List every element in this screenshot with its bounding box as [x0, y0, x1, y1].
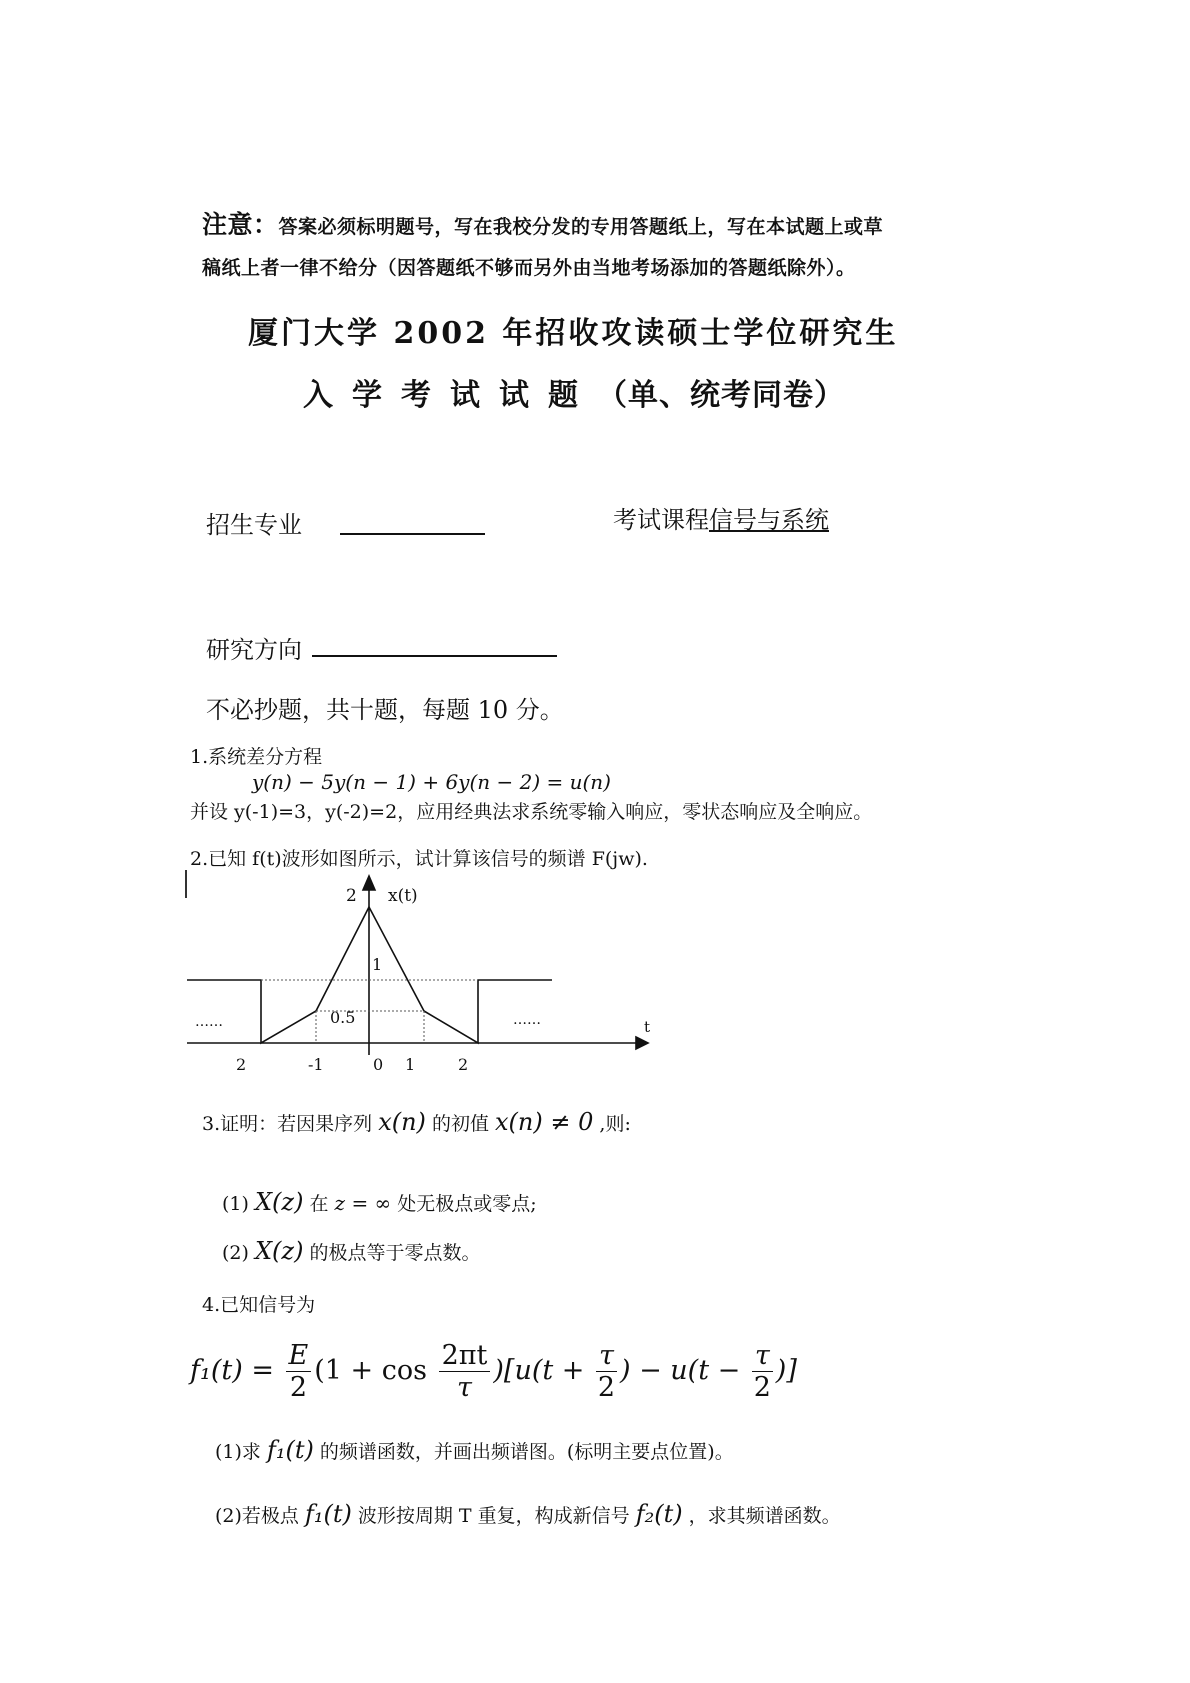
- q3-p1-end: 处无极点或零点;: [397, 1193, 537, 1215]
- q4-p2-post: ，求其频谱函数。: [688, 1505, 841, 1527]
- q3-title: [202, 1108, 631, 1136]
- q4-formula: [190, 1340, 797, 1403]
- q4-f2: f₂(t): [635, 1500, 683, 1528]
- q4-p1-pre: (1)求: [215, 1441, 261, 1463]
- q1-equation: y(n) − 5y(n − 1) + 6y(n − 2) = u(n): [252, 770, 611, 794]
- x-tick: 0: [373, 1055, 384, 1074]
- q3-p1-X: X(z): [254, 1188, 304, 1216]
- q3-p1-num: (1): [222, 1193, 249, 1215]
- q4-f1: f₁(t): [304, 1500, 352, 1528]
- notice-text-1: 答案必须标明题号，写在我校分发的专用答题纸上，写在本试题上或草: [278, 216, 884, 238]
- course-label: 考试课程: [613, 506, 709, 534]
- q3-mid: 的初值: [431, 1113, 489, 1135]
- q1-title: 1.系统差分方程: [190, 746, 323, 768]
- level1-label: 1: [372, 955, 383, 974]
- q3-end: ,则:: [599, 1113, 631, 1135]
- q3-text: 3.证明：若因果序列: [202, 1113, 373, 1135]
- denominator: 2: [597, 1372, 616, 1404]
- q2-title: 2.已知 f(t)波形如图所示，试计算该信号的频谱 F(jw).: [190, 848, 648, 870]
- numerator: τ: [752, 1340, 773, 1372]
- x-tick: -1: [308, 1055, 324, 1074]
- close-bracket: )]: [775, 1355, 797, 1387]
- q3-xn: x(n): [378, 1108, 426, 1136]
- major-label: 招生专业: [206, 511, 302, 539]
- q3-cond: x(n) ≠ 0: [495, 1108, 594, 1136]
- q3-p1-mid: 在: [309, 1193, 329, 1215]
- t-axis-arrow: [636, 1037, 648, 1049]
- fraction-tau-over-2: [752, 1340, 773, 1403]
- notice-line-2: 稿纸上者一律不给分（因答题纸不够而另外由当地考场添加的答题纸除外）。: [202, 257, 856, 279]
- level05-label: 0.5: [330, 1008, 356, 1027]
- peak-label: 2: [346, 886, 357, 906]
- q4-p1-post: 的频谱函数，并画出频谱图。(标明主要点位置)。: [319, 1441, 734, 1463]
- q3-part1: [222, 1188, 537, 1216]
- numerator: E: [286, 1340, 312, 1372]
- exam-title: 厦门大学 2002 年招收攻读硕士学位研究生: [248, 316, 899, 351]
- q4-title: 4.已知信号为: [202, 1294, 316, 1316]
- denominator: 2: [753, 1372, 771, 1404]
- direction-label: 研究方向: [206, 636, 302, 664]
- q4-p2-mid: 波形按周期 T 重复，构成新信号: [357, 1505, 630, 1527]
- q3-p2-end: 的极点等于零点数。: [309, 1242, 481, 1264]
- q4-p2-pre: (2)若极点: [215, 1505, 299, 1527]
- q3-p1-z: z = ∞: [334, 1191, 392, 1215]
- instructions: 不必抄题，共十题，每题 10 分。: [206, 696, 564, 724]
- q4-part2: [215, 1500, 841, 1528]
- x-axis-arrow: [363, 876, 375, 890]
- fraction-E-over-2: [286, 1340, 312, 1403]
- q3-p2-X: X(z): [254, 1237, 304, 1265]
- ellipsis-right: ……: [513, 1012, 541, 1028]
- denominator: 2: [289, 1372, 307, 1404]
- q4-part1: [215, 1436, 734, 1464]
- q3-p2-num: (2): [222, 1242, 249, 1264]
- cos-term: (1 + cos: [314, 1355, 427, 1387]
- subtitle-suffix: （单、统考同卷）: [597, 378, 845, 413]
- denominator: τ: [457, 1372, 472, 1404]
- f1-lhs: f₁(t) =: [190, 1355, 274, 1387]
- ellipsis-left: ……: [195, 1014, 223, 1030]
- q1-text: 并设 y(-1)=3，y(-2)=2，应用经典法求系统零输入响应，零状态响应及全响应。: [190, 801, 873, 823]
- x-tick: 2: [236, 1055, 247, 1074]
- numerator: 2πt: [439, 1340, 491, 1372]
- q4-f1: f₁(t): [266, 1436, 314, 1464]
- x-tick: 1: [405, 1055, 416, 1074]
- t-axis-label: t: [644, 1018, 651, 1036]
- fraction-2pit-over-tau: [439, 1340, 491, 1403]
- notice-label: 注意：: [202, 210, 279, 239]
- fraction-tau-over-2: [596, 1340, 617, 1403]
- y-axis-label: x(t): [388, 886, 418, 906]
- subtitle-main: 入学考试试题: [303, 378, 597, 413]
- course-value: 信号与系统: [709, 506, 829, 534]
- x-tick: 2: [458, 1055, 469, 1074]
- q3-part2: [222, 1237, 481, 1265]
- step-minus: ) − u(t −: [619, 1355, 741, 1387]
- step-plus: )[u(t +: [493, 1355, 585, 1387]
- numerator: τ: [596, 1340, 617, 1372]
